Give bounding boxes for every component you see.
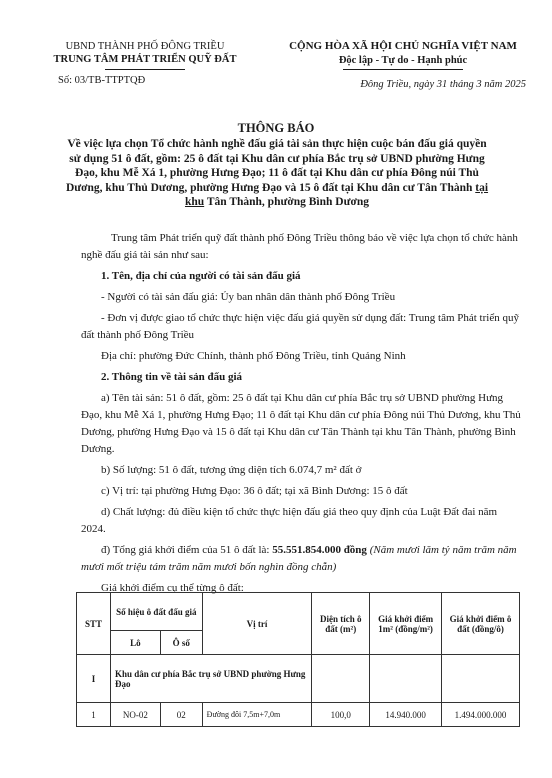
issuer-block <box>40 40 250 87</box>
section-1-heading: 1. Tên, địa chỉ của người có tài sản đấu giá <box>101 270 301 282</box>
subject-text-2: Tân Thành, phường Bình Dương <box>204 196 370 209</box>
subject-underlined: tại khu <box>184 181 489 209</box>
national-name: CỘNG HÒA XÃ HỘI CHỦ NGHĨA VIỆT NAM <box>289 40 517 52</box>
asset-location: c) Vị trí: tại phường Hưng Đạo: 36 ô đất; tại xã Bình Dương: 15 ô đất <box>101 485 408 497</box>
issuer-name: TRUNG TÂM PHÁT TRIỂN QUỸ ĐẤT <box>53 54 237 65</box>
header-plot-no: Số hiệu ô đất đấu giá <box>110 593 202 631</box>
header-area: Diện tích ô đất (m²) <box>312 593 370 655</box>
national-header <box>268 40 538 92</box>
table-header-row <box>77 593 520 631</box>
header-price-m2: Giá khởi điểm 1m² (đồng/m²) <box>370 593 442 655</box>
subject-text-1: Về việc lựa chọn Tổ chức hành nghề đấu giá tài sản thực hiện cuộc bán đấu giá quyền sử dụng 51 ô đất, gồm: 25 ô đất tại Khu dân cư phía Bắc trụ sở UBND phường Hưng Đạo, khu Mễ Xá 1, phường Hưng Đạo; 11 ô đất tại Khu dân cư phía Đông núi Thủ Dương, khu Thủ Dương, phường Hưng Đạo và 15 ô đất tại Khu dân cư Tân Thành <box>65 138 487 194</box>
document-body <box>81 230 521 601</box>
row-location: Đường đôi 7,5m+7,0m <box>202 703 312 727</box>
document-date: Đông Triều, ngày 31 tháng 3 năm 2025 <box>360 79 526 90</box>
address-line: Địa chỉ: phường Đức Chính, thành phố Đông Triều, tỉnh Quảng Ninh <box>101 350 406 362</box>
unit-line: - Đơn vị được giao tổ chức thực hiện việc đấu giá quyền sử dụng đất: Trung tâm Phát triển quỹ đất thành phố Đông Triều <box>81 312 519 341</box>
document-title: THÔNG BÁO <box>237 121 315 135</box>
table-group-row <box>77 655 520 703</box>
total-price-amount: 55.551.854.000 đồng <box>272 544 367 556</box>
header-location: Vị trí <box>202 593 312 655</box>
row-price-m2: 14.940.000 <box>370 703 442 727</box>
row-area: 100,0 <box>312 703 370 727</box>
row-lo: NO-02 <box>110 703 160 727</box>
asset-quality: d) Chất lượng: đủ điều kiện tổ chức thực hiện đấu giá theo quy định của Luật Đất đai năm 2024. <box>81 506 498 535</box>
header-stt: STT <box>77 593 111 655</box>
row-price-plot: 1.494.000.000 <box>442 703 520 727</box>
motto-underline <box>343 69 463 70</box>
issuer-underline <box>105 69 185 70</box>
row-o-so: 02 <box>160 703 202 727</box>
asset-quantity: b) Số lượng: 51 ô đất, tương ứng diện tích 6.074,7 m² đất ở <box>101 464 362 476</box>
national-motto: Độc lập - Tự do - Hạnh phúc <box>338 54 468 66</box>
group-stt: I <box>77 655 111 703</box>
document-subject <box>62 137 492 210</box>
table-row <box>77 703 520 727</box>
issuer-parent: UBND THÀNH PHỐ ĐÔNG TRIỀU <box>65 41 225 52</box>
total-price <box>81 542 521 576</box>
group-name: Khu dân cư phía Bắc trụ sở UBND phường Hưng Đạo <box>110 655 311 703</box>
table-intro: Giá khởi điểm cụ thể từng ô đất: <box>101 582 244 594</box>
header-lo: Lô <box>110 631 160 655</box>
header-price-plot: Giá khởi điểm ô đất (đồng/ô) <box>442 593 520 655</box>
document-number: Số: 03/TB-TTPTQĐ <box>58 75 146 86</box>
price-table <box>76 592 520 727</box>
intro-paragraph: Trung tâm Phát triển quỹ đất thành phố Đông Triều thông báo về việc lựa chọn tổ chức hành nghề đấu giá tài sản như sau: <box>81 232 518 261</box>
row-stt: 1 <box>77 703 111 727</box>
asset-name: a) Tên tài sản: 51 ô đất, gồm: 25 ô đất tại Khu dân cư phía Bắc trụ sở UBND phường Hưng Đạo, khu Mễ Xá 1, phường Hưng Đạo; 11 ô đất tại Khu dân cư phía Đông núi Thủ Dương, khu Thủ Dương, phường Hưng Đạo và 15 ô đất tại Khu dân cư Tân Thành tại khu Tân Thành, phường Bình Dương. <box>81 392 521 455</box>
header-o-so: Ô số <box>160 631 202 655</box>
owner-line: - Người có tài sản đấu giá: Ủy ban nhân dân thành phố Đông Triều <box>101 291 396 303</box>
section-2-heading: 2. Thông tin về tài sản đấu giá <box>101 371 243 383</box>
total-price-words: (Năm mươi lăm tỷ năm trăm năm mươi mốt triệu tám trăm năm mươi bốn nghìn đồng chẵn) <box>81 544 517 573</box>
total-price-label: đ) Tổng giá khởi điểm của 51 ô đất là: <box>101 544 273 556</box>
